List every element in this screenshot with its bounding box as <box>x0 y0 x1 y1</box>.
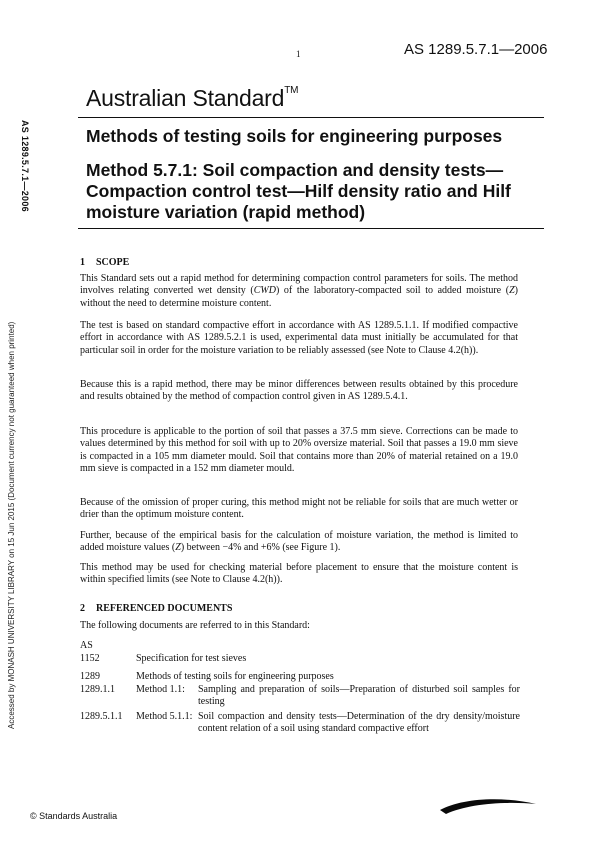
section-title: SCOPE <box>96 257 130 268</box>
reference-title: Methods of testing soils for engineering purposes <box>136 671 334 682</box>
page-number: 1 <box>296 49 301 59</box>
symbol-cwd: CWD <box>253 285 276 297</box>
brand-name: Australian Standard <box>86 85 285 111</box>
section-title: REFERENCED DOCUMENTS <box>96 603 233 614</box>
scope-paragraph-3: Because this is a rapid method, there may be minor differences between results obtained by this procedure and results obtained by the method of compaction control given in AS 1289.5.4.1. <box>80 379 518 403</box>
symbol-z: Z <box>175 542 181 554</box>
text-run: ) between −4% and +6% (see Figure 1). <box>180 542 341 554</box>
reference-code: 1289 <box>80 671 100 682</box>
scope-paragraph-5: Because of the omission of proper curing, this method might not be reliable for soils that are much wetter or drier than the optimum moisture content. <box>80 497 518 521</box>
reference-entry <box>80 671 518 684</box>
reference-entry <box>80 653 518 666</box>
method-title: Method 5.7.1: Soil compaction and density tests—Compaction control test—Hilf density ratio and Hilf moisture variation (rapid method) <box>86 160 511 222</box>
logo-swoosh <box>440 799 536 814</box>
trademark-mark: TM <box>284 85 299 96</box>
side-standard-code: AS 1289.5.7.1—2006 <box>20 120 30 212</box>
scope-paragraph-6 <box>80 530 518 555</box>
text-run: This Standard sets out a rapid method for determining compaction control parameters for soils. The method involves relating converted wet density ( <box>80 273 518 297</box>
scope-paragraph-7: This method may be used for checking material before placement to ensure that the moisture content is within specified limits (see Note to Clause 4.2(h)). <box>80 562 518 586</box>
reference-code: 1289.1.1 <box>80 684 115 695</box>
reference-method: Method 5.1.1: <box>136 711 193 722</box>
scope-paragraph-4: This procedure is applicable to the portion of soil that passes a 37.5 mm sieve. Corrections can be made to values determined by this method for soil with up to 20% oversize material. Soil that passes a 19.0 mm sieve is compacted in a 105 mm diameter mould. Soil that contains more than 20% of material retained on a 19.0 mm sieve is compacted in a 152 mm diameter mould. <box>80 426 518 475</box>
reference-entry <box>80 684 518 710</box>
references-prefix: AS <box>80 640 93 651</box>
document-title: Methods of testing soils for engineering purposes <box>86 126 503 146</box>
text-run: Further, because of the empirical basis for the calculation of moisture variation, the method is limited to added moisture values ( <box>80 530 518 554</box>
brand-title <box>86 85 298 112</box>
reference-code: 1289.5.1.1 <box>80 711 123 722</box>
reference-code: 1152 <box>80 653 100 664</box>
title-rule-top <box>78 117 544 118</box>
text-run: ) without the need to determine moisture content. <box>80 285 518 309</box>
reference-entry <box>80 711 518 749</box>
scope-paragraph-1 <box>80 273 518 310</box>
standard-number: AS 1289.5.7.1—2006 <box>404 41 548 58</box>
reference-title: Specification for test sieves <box>136 653 247 664</box>
text-run: ) of the laboratory-compacted soil to added moisture ( <box>275 285 510 297</box>
reference-title: Soil compaction and density tests—Determination of the dry density/moisture content relation of a soil using standard compactive effort <box>198 711 520 735</box>
section-1-heading <box>80 257 129 268</box>
scope-paragraph-2: The test is based on standard compactive effort in accordance with AS 1289.5.1.1. If modified compactive effort in accordance with AS 1289.5.2.1 is used, experimental data must initially be accumulated for that particular soil in order for the moisture variation to be reliably assessed (see Note to Clause 4.2(h)). <box>80 320 518 356</box>
copyright-notice: © Standards Australia <box>30 811 118 821</box>
reference-method: Method 1.1: <box>136 684 185 695</box>
reference-title: Sampling and preparation of soils—Preparation of disturbed soil samples for testing <box>198 684 520 708</box>
symbol-z: Z <box>509 285 515 297</box>
references-intro: The following documents are referred to in this Standard: <box>80 620 310 631</box>
section-number: 1 <box>80 257 85 268</box>
access-watermark: Accessed by MONASH UNIVERSITY LIBRARY on 15 Jun 2015 (Document currency not guaranteed when printed) <box>7 321 16 729</box>
standards-australia-logo <box>432 796 552 830</box>
title-rule-bottom <box>78 228 544 229</box>
section-number: 2 <box>80 603 85 614</box>
section-2-heading <box>80 603 232 614</box>
